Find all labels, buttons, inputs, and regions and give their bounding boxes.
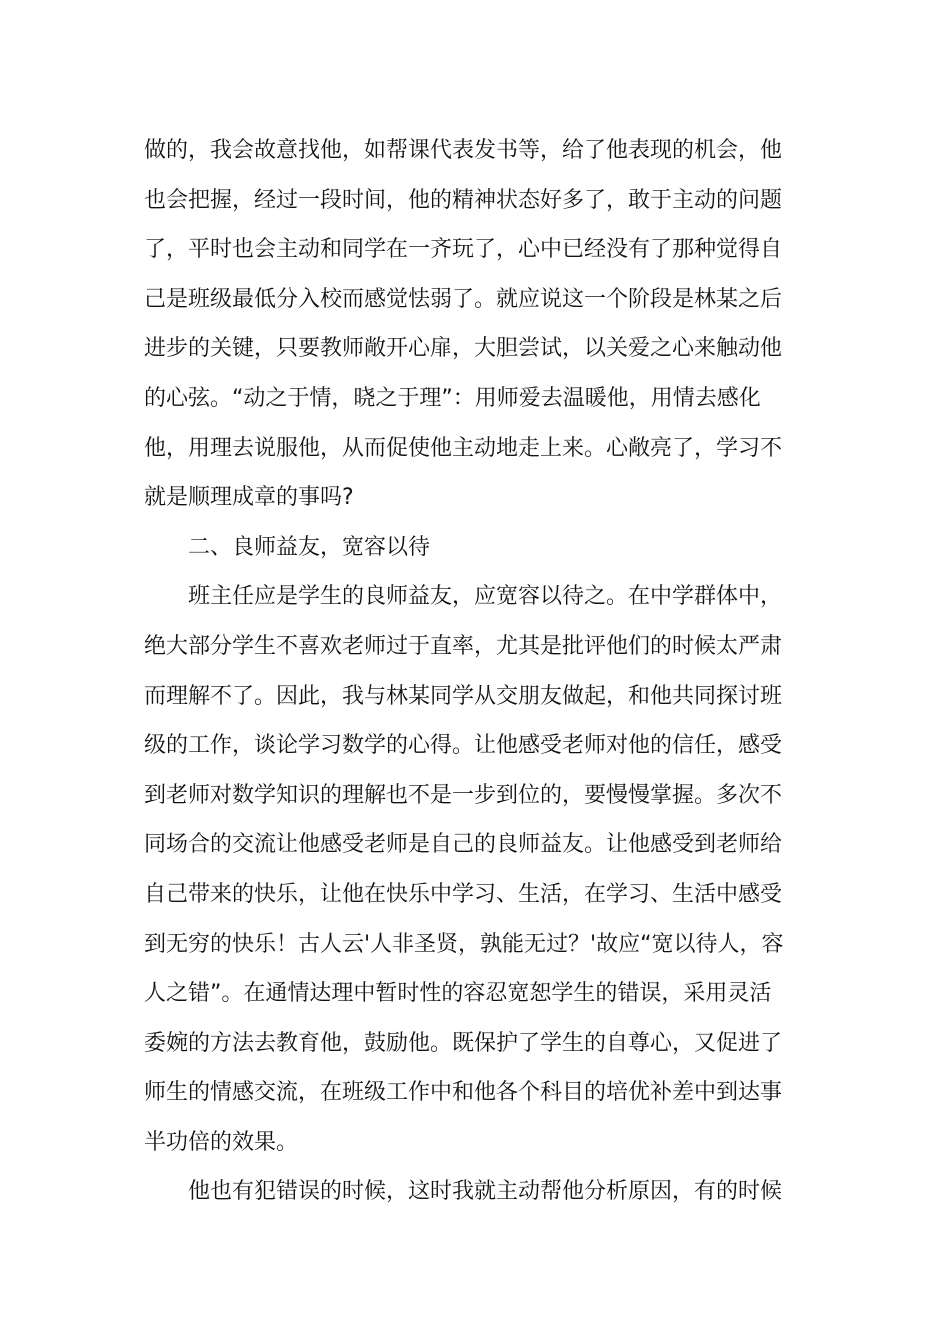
text-line: 师生的情感交流，在班级工作中和他各个科目的培优补差中到达事 <box>144 1080 783 1106</box>
text-line: 就是顺理成章的事吗? <box>144 485 354 511</box>
text-line: 绝大部分学生不喜欢老师过于直率，尤其是批评他们的时候太严肃 <box>144 633 783 659</box>
paragraph-2 <box>144 572 808 1167</box>
text-line: 人之错”。在通情达理中暂时性的容忍宽恕学生的错误，采用灵活 <box>144 981 772 1007</box>
text-line: 自己带来的快乐，让他在快乐中学习、生活，在学习、生活中感受 <box>144 881 783 907</box>
paragraph-3 <box>144 1167 808 1217</box>
paragraph-1 <box>144 126 808 523</box>
document-body <box>144 126 808 1217</box>
text-line: 到老师对数学知识的理解也不是一步到位的，要慢慢掌握。多次不 <box>144 782 783 808</box>
text-line: 己是班级最低分入校而感觉怯弱了。就应说这一个阶段是林某之后 <box>144 286 783 312</box>
text-line: 班主任应是学生的良师益友，应宽容以待之。在中学群体中， <box>188 584 783 610</box>
text-line: 他也有犯错误的时候，这时我就主动帮他分析原因，有的时候 <box>188 1179 783 1205</box>
text-line: 委婉的方法去教育他，鼓励他。既保护了学生的自尊心，又促进了 <box>144 1030 783 1056</box>
text-line: 他，用理去说服他，从而促使他主动地走上来。心敞亮了，学习不 <box>144 435 783 461</box>
text-line: 级的工作，谈论学习数学的心得。让他感受老师对他的信任，感受 <box>144 733 783 759</box>
text-line: 了，平时也会主动和同学在一齐玩了，心中已经没有了那种觉得自 <box>144 237 783 263</box>
section-heading <box>144 523 808 573</box>
text-line: 也会把握，经过一段时间，他的精神状态好多了，敢于主动的问题 <box>144 187 783 213</box>
text-line: 半功倍的效果。 <box>144 1129 299 1155</box>
text-line: 同场合的交流让他感受老师是自己的良师益友。让他感受到老师给 <box>144 832 783 858</box>
text-line: 到无穷的快乐！古人云'人非圣贤，孰能无过？'故应“宽以待人，容 <box>144 931 784 957</box>
heading-text: 二、良师益友，宽容以待 <box>188 534 431 560</box>
text-line: 的心弦。“动之于情，晓之于理”：用师爱去温暖他，用情去感化 <box>144 385 761 411</box>
text-line: 做的，我会故意找他，如帮课代表发书等，给了他表现的机会，他 <box>144 138 783 163</box>
text-line: 而理解不了。因此，我与林某同学从交朋友做起，和他共同探讨班 <box>144 683 783 709</box>
text-line: 进步的关键，只要教师敞开心扉，大胆尝试，以关爱之心来触动他 <box>144 336 783 362</box>
